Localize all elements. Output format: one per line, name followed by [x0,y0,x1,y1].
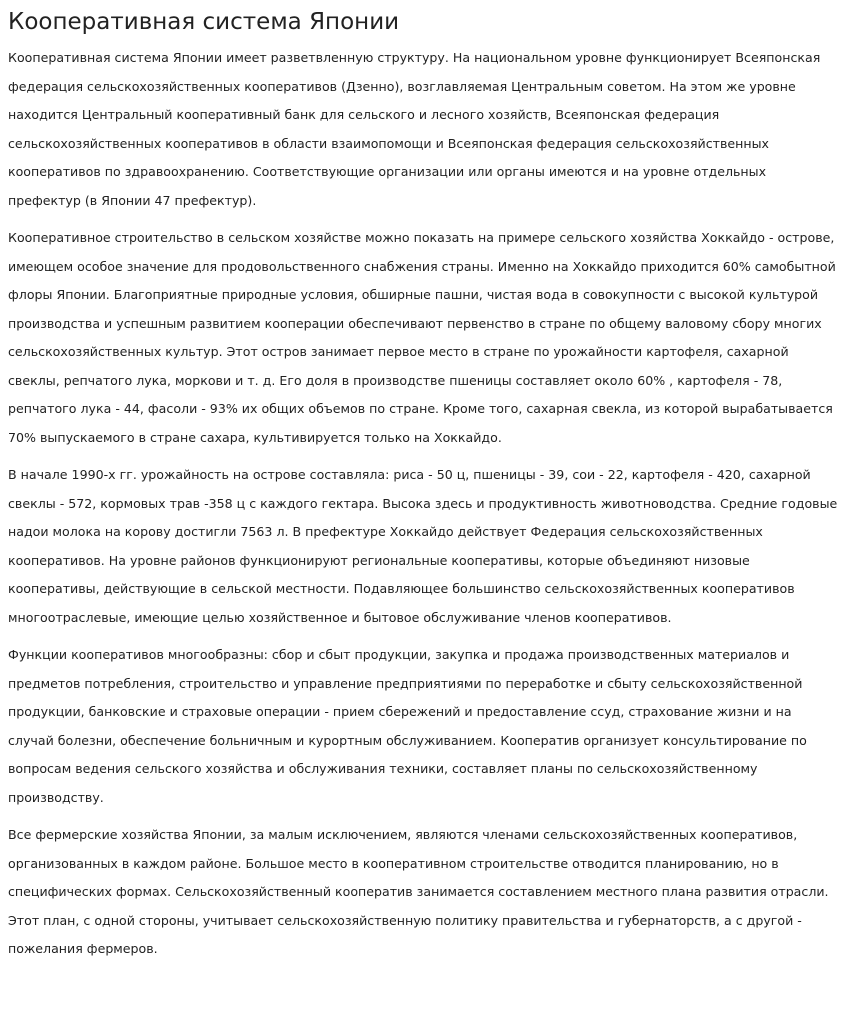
paragraph-hokkaido: Кооперативное строительство в сельском хозяйстве можно показать на примере сельского хозяйства Хоккайдо - острове, имеющем особое значение для продовольственного снабжения страны. Именно на Хоккайдо приходится 60% самобытной флоры Японии. Благоприятные природные условия, обширные пашни, чистая вода в совокупности с высокой культурой производства и успешным развитием кооперации обеспечивают первенство в стране по общему валовому сбору многих сельскохозяйственных культур. Этот остров занимает первое место в стране по урожайности картофеля, сахарной свеклы, репчатого лука, моркови и т. д. Его доля в производстве пшеницы составляет около 60% , картофеля - 78, репчатого лука - 44, фасоли - 93% их общих объемов по стране. Кроме того, сахарная свекла, из которой вырабатывается 70% выпускаемого в стране сахара, культивируется только на Хоккайдо. [8,230,836,445]
paragraph-functions: Функции кооперативов многообразны: сбор и сбыт продукции, закупка и продажа производственных материалов и предметов потребления, строительство и управление предприятиями по переработке и сбыту сельскохозяйственной продукции, банковские и страховые операции - прием сбережений и предоставление ссуд, страхование жизни и на случай болезни, обеспечение больничным и курортным обслуживанием. Кооператив организует консультирование по вопросам ведения сельского хозяйства и обслуживания техники, составляет планы по сельскохозяйственному производству. [8,647,807,805]
page-title: Кооперативная система Японии [8,9,400,35]
paragraph-planning: Все фермерские хозяйства Японии, за малым исключением, являются членами сельскохозяйственных кооперативов, организованных в каждом районе. Большое место в кооперативном строительстве отводится планированию, но в специфических формах. Сельскохозяйственный кооператив занимается составлением местного плана развития отрасли. Этот план, с одной стороны, учитывает сельскохозяйственную политику правительства и губернаторств, а с другой - пожелания фермеров. [8,827,829,956]
paragraph-yields: В начале 1990-х гг. урожайность на острове составляла: риса - 50 ц, пшеницы - 39, сои - 22, картофеля - 420, сахарной свеклы - 572, кормовых трав -358 ц с каждого гектара. Высока здесь и продуктивность животноводства. Средние годовые надои молока на корову достигли 7563 л. В префектуре Хоккайдо действует Федерация сельскохозяйственных кооперативов. На уровне районов функционируют региональные кооперативы, которые объединяют низовые кооперативы, действующие в сельской местности. Подавляющее большинство сельскохозяйственных кооперативов многоотраслевые, имеющие целью хозяйственное и бытовое обслуживание членов кооперативов. [8,467,838,625]
paragraph-structure: Кооперативная система Японии имеет разветвленную структуру. На национальном уровне функционирует Всеяпонская федерация сельскохозяйственных кооперативов (Дзенно), возглавляемая Центральным советом. На этом же уровне находится Центральный кооперативный банк для сельского и лесного хозяйств, Всеяпонская федерация сельскохозяйственных кооперативов в области взаимопомощи и Всеяпонская федерация сельскохозяйственных кооперативов по здравоохранению. Соответствующие организации или органы имеются и на уровне отдельных префектур (в Японии 47 префектур). [8,50,821,208]
